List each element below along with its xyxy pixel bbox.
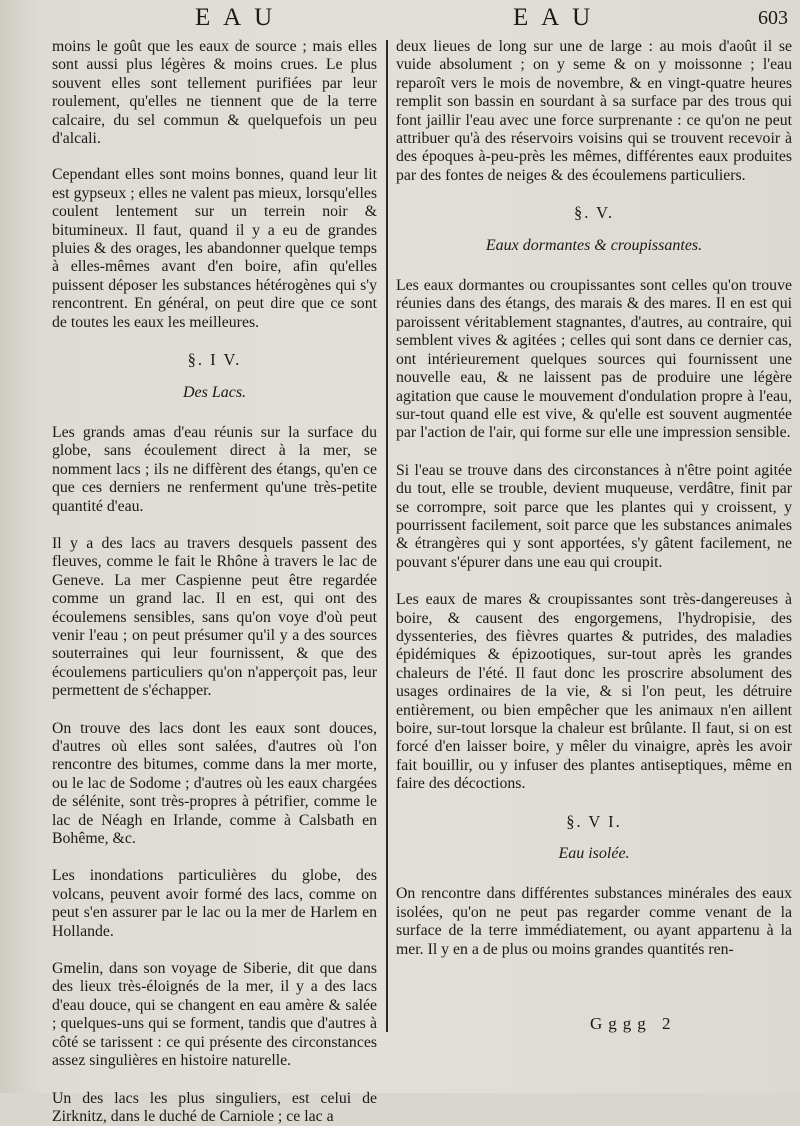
paragraph: Gmelin, dans son voyage de Siberie, dit que dans des lieux très-éloignés de la mer, il y a des lacs d'eau douce, qui se changent en eau amère & salée ; quelques-uns qui se forment, tandis que d'autres à côté se tarissent : ce qui présente des circonstances assez singulières en histoire naturelle. [52, 960, 377, 1070]
paragraph: On trouve des lacs dont les eaux sont douces, d'autres où elles sont salées, d'autres où l'on rencontre des bitumes, comme dans la mer morte, ou le lac de Sodome ; d'autres où les eaux chargées de sélénite, sont très-propres à pétrifier, comme le lac de Néagh en Irlande, comme à Calsbath en Bohême, &c. [52, 720, 377, 849]
paragraph: deux lieues de long sur une de large : au mois d'août il se vuide absolument ; on y seme & on y moissonne ; l'eau reparoît vers le mois de novembre, & en vingt-quatre heures remplit son bassin en sourdant à sa surface par des trous qui font jaillir l'eau avec une force surprenante : ce qu'on ne peut attribuer qu'à des réservoirs voisins qui se trouvent recevoir à des époques à-peu-près les mêmes, différentes eaux produites par des fontes de neiges & des écoulemens particuliers. [396, 38, 792, 185]
header-right-title: E A U [513, 4, 594, 32]
header-left-title: E A U [195, 4, 276, 32]
section-title: Eaux dormantes & croupissantes. [396, 237, 792, 255]
paragraph: Si l'eau se trouve dans des circonstances à n'être point agitée du tout, elle se trouble, devient muqueuse, verdâtre, finit par se corrompre, soit parce que les plantes qui y croissent, y pourrissent facilement, soit parce que les substances animales & étrangères qui y sont apportées, s'y gâtent facilement, ne pouvant s'épurer dans une eau qui croupit. [396, 462, 792, 572]
paragraph: moins le goût que les eaux de source ; mais elles sont aussi plus légères & moins crues. Le plus souvent elles sont tellement purifiées par leur roulement, qu'elles ne tiennent que de la terre calcaire, du sel commun & quelquefois un peu d'alcali. [52, 38, 377, 148]
signature-mark: Gggg 2 [590, 1014, 677, 1034]
page-number: 603 [758, 7, 788, 30]
section-number: §. I V. [52, 351, 377, 369]
column-divider [386, 40, 388, 1032]
paragraph: Les inondations particulières du globe, des volcans, peuvent avoir formé des lacs, comme on peut s'en assurer par le lac ou la mer de Harlem en Hollande. [52, 867, 377, 941]
section-title: Eau isolée. [396, 845, 792, 863]
paragraph: Un des lacs les plus singuliers, est celui de Zirknitz, dans le duché de Carniole ; ce lac a [52, 1090, 377, 1126]
paragraph: Les grands amas d'eau réunis sur la surface du globe, sans écoulement direct à la mer, se nomment lacs ; ils ne diffèrent des étangs, qu'en ce que ces derniers ne renferment qu'une très-petite quantité d'eau. [52, 424, 377, 516]
paragraph: Les eaux dormantes ou croupissantes sont celles qu'on trouve réunies dans des étangs, des marais & des mares. Il en est qui paroissent véritablement stagnantes, d'autres, au contraire, qui semblent vives & agitées ; celles qui sont dans ce dernier cas, ont intérieurement quelques sources qui fournissent une nouvelle eau, & ne laissent pas de produire une légère agitation que cause le mouvement d'ondulation propre à l'eau, sur-tout quand elle est vive, & qu'elle est souvent augmentée par l'action de l'air, qui forme sur elle une impression sensible. [396, 277, 792, 443]
section-number: §. V I. [396, 813, 792, 831]
left-column [52, 38, 377, 1073]
paragraph: Il y a des lacs au travers desquels passent des fleuves, comme le fait le Rhône à travers le lac de Geneve. La mer Caspienne peut être regardée comme un grand lac. Il en est, qui ont des écoulemens sensibles, sans qu'on voye d'où peut venir l'eau ; on peut présumer qu'il y a des sources souterraines qui leur fournissent, & que des écoulemens particuliers qu'on n'apperçoit pas, leur permettent de s'échapper. [52, 535, 377, 701]
paragraph: Les eaux de mares & croupissantes sont très-dangereuses à boire, & causent des engorgemens, l'hydropisie, des dyssenteries, des fièvres quartes & putrides, des maladies épidémiques & épizootiques, sur-tout après les grandes chaleurs de l'été. Il faut donc les proscrire absolument des usages ordinaires de la vie, & si l'on peut, les détruire entièrement, ou bien empêcher que les animaux n'en aillent boire, sur-tout lorsque la chaleur est brûlante. Il faut, si on est forcé d'en laisser boire, y mêler du vinaigre, après les avoir fait bouillir, ou y infuser des plantes antiseptiques, même en faire des décoctions. [396, 591, 792, 793]
section-number: §. V. [396, 204, 792, 222]
running-header [0, 4, 800, 34]
paragraph: Cependant elles sont moins bonnes, quand leur lit est gypseux ; elles ne valent pas mieux, lorsqu'elles coulent lentement sur un terrein noir & bitumineux. Il faut, quand il y a eu de grandes pluies & des orages, les abandonner quelque temps à elles-mêmes avant d'en boire, afin qu'elles puissent déposer les substances hétérogènes qui s'y rencontrent. En général, on peut dire que ce sont de toutes les eaux les meilleures. [52, 166, 377, 332]
right-column [396, 38, 792, 1073]
section-title: Des Lacs. [52, 384, 377, 402]
paragraph: On rencontre dans différentes substances minérales des eaux isolées, qu'on ne peut pas regarder comme venant de la surface de la terre immédiatement, ou ayant appartenu à la mer. Il y en a de plus ou moins grandes quantités ren- [396, 885, 792, 959]
